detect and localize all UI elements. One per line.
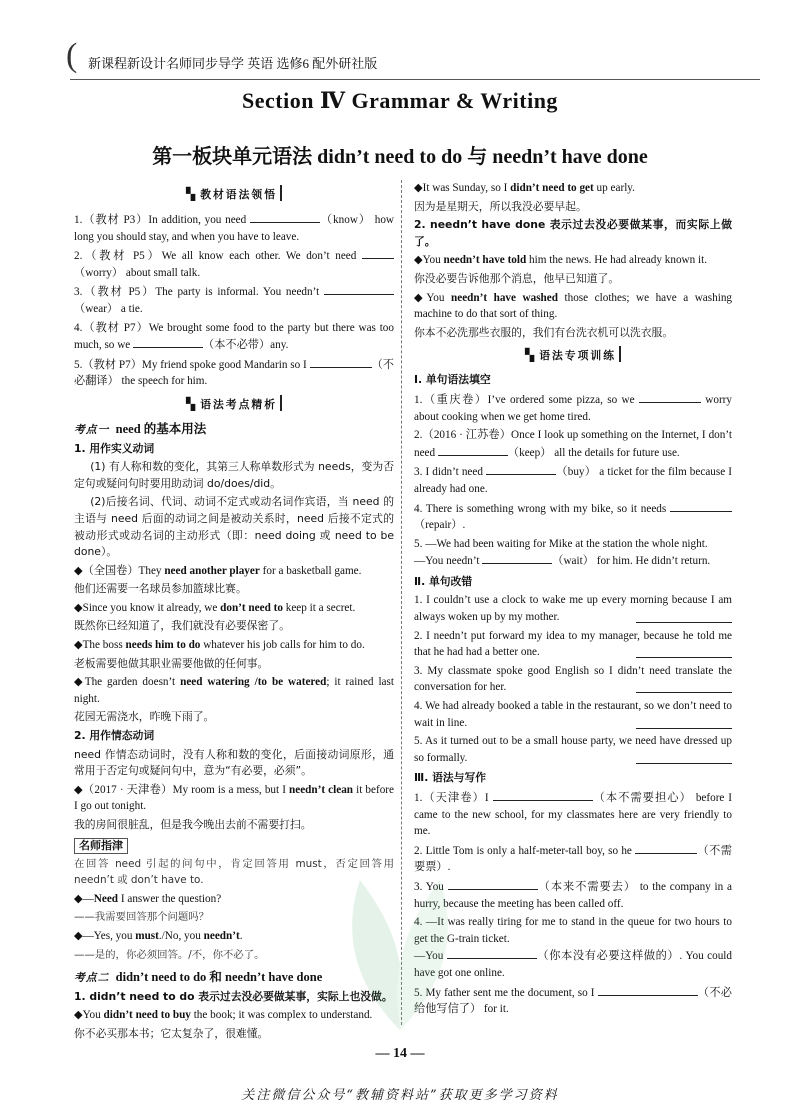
answer-blank[interactable] [486, 463, 556, 475]
example-translation: 他们还需要一名球员参加篮球比赛。 [74, 582, 247, 596]
example-sentence: ◆（全国卷）They need another player for a basketball game. [74, 564, 362, 577]
example-translation: 你不必买那本书；它太复杂了，很难懂。 [74, 1026, 269, 1040]
correction-item: 1. I couldn’t use a clock to wake me up every morning because I am always woken up by my mother. [414, 594, 732, 624]
analysis-heading: ▚ 语法考点精析 [74, 394, 394, 415]
kp1-subtitle-1: 1. 用作实义动词 [74, 441, 155, 455]
practice-heading: ▚ 语法专项训练 [414, 345, 732, 366]
example-translation: 花园无需浇水，昨晚下雨了。 [74, 710, 215, 724]
example-sentence: ◆It was Sunday, so I didn’t need to get up early. [414, 182, 635, 194]
header-bracket-icon: ( [66, 37, 78, 74]
answer-blank[interactable] [448, 878, 538, 890]
answer-line[interactable] [636, 752, 732, 764]
kp2-subtitle-1: 1. didn’t need to do 表示过去没必要做某事，实际上也没做。 [74, 989, 393, 1003]
correction-item: 4. We had already booked a table in the restaurant, so we don’t need to wait in line. [414, 700, 732, 729]
footer-note: 关注微信公众号“教辅资料站”获取更多学习资料 [241, 1088, 559, 1103]
book-mark-icon: ▚ [185, 396, 198, 411]
answer-blank[interactable] [362, 247, 394, 259]
right-column [414, 180, 732, 1020]
header-text: 新课程新设计名师同步导学 英语 选修6 配外研社版 [88, 56, 378, 71]
answer-blank[interactable] [438, 444, 508, 456]
key-point-2-title: 考点二 didn’t need to do 和 needn’t have done [74, 970, 323, 985]
example-translation: 因为是星期天，所以我没必要早起。 [414, 199, 587, 213]
kp1-subtitle-2: 2. 用作情态动词 [74, 729, 155, 743]
example-sentence: ◆You needn’t have washed those clothes; we have a washing machine to do that sort of thing. [414, 291, 733, 321]
textbook-item: 2.（教材 P5）We all know each other. We don’t need （worry） about small talk. [74, 247, 394, 281]
example-sentence: ◆—Yes, you must./No, you needn’t. [74, 929, 243, 942]
textbook-item: 1.（教材 P3）In addition, you need （know） how long you should stay, and when you have to leave. [74, 211, 394, 245]
kp2-subtitle-2: 2. needn’t have done 表示过去没必要做某事，而实际上做了。 [414, 218, 732, 248]
book-mark-icon: ▚ [185, 187, 198, 201]
kp1-paragraph: need 作情态动词时，没有人称和数的变化，后面接动词原形，通常用于否定句或疑问句中，意为“有必要，必须”。 [74, 747, 394, 778]
example-sentence: ◆The garden doesn’t need watering /to be watered; it rained last night. [74, 676, 394, 705]
correction-item: 5. As it turned out to be a small house party, we need have dressed up so formally. [414, 735, 732, 764]
teacher-tip-text: 在回答 need 引起的问句中，肯定回答用 must，否定回答用 needn’t 或 don’t have to. [74, 857, 394, 887]
book-mark-icon: ▚ [524, 348, 537, 363]
kp1-paragraph: (1) 有人称和数的变化，其第三人称单数形式为 needs，变为否定句或疑问句时要用助动词 do/does/did。 [74, 460, 394, 490]
textbook-heading: ▚ 教材语法领悟 [74, 184, 394, 205]
answer-line[interactable] [636, 646, 732, 658]
writing-item: 1.（天津卷）I （本不需要担心） before I came to the new school, for my classmates here are very friendly to me. [414, 789, 732, 840]
answer-blank[interactable] [598, 984, 698, 996]
key-point-1-title: 考点一 need 的基本用法 [74, 421, 207, 436]
example-translation: 我的房间很脏乱，但是我今晚出去前不需要打扫。 [74, 818, 312, 831]
part-1-title: Ⅰ. 单句语法填空 [414, 373, 491, 387]
answer-line[interactable] [636, 681, 732, 693]
textbook-item: 5.（教材 P7）My friend spoke good Mandarin so I （不必翻译） the speech for him. [74, 356, 394, 390]
part-2-title: Ⅱ. 单句改错 [414, 574, 473, 588]
header-rule [70, 79, 760, 80]
exercise-item: 5. —We had been waiting for Mike at the station the whole night. —You needn’t （wait） for him. He didn’t return. [414, 537, 711, 568]
part-3-title: Ⅲ. 语法与写作 [414, 771, 487, 785]
exercise-item: 3. I didn’t need （buy） a ticket for the film because I already had one. [414, 463, 732, 497]
writing-item: 4. —It was really tiring for me to stand in the queue for two hours to get the G-train ticket. —You （你本没有必要这样做的）. You could have got one online. [414, 916, 732, 979]
page-number: — 14 — [375, 1046, 425, 1061]
exercise-item: 2.（2016 · 江苏卷）Once I look up something on the Internet, I don’t need （keep） all the details for future use. [414, 429, 732, 459]
answer-blank[interactable] [310, 356, 372, 368]
answer-blank[interactable] [635, 842, 697, 854]
answer-blank[interactable] [670, 500, 732, 512]
answer-blank[interactable] [639, 391, 701, 403]
example-sentence: ◆You needn’t have told him the news. He had already known it. [414, 254, 708, 267]
example-sentence: ◆—Need I answer the question? [74, 892, 222, 905]
textbook-item: 3.（教材 P5）The party is informal. You needn’t （wear） a tie. [74, 283, 394, 317]
example-sentence: ◆You didn’t need to buy the book; it was complex to understand. [74, 1009, 373, 1022]
example-translation: 老板需要他做其职业需要他做的任何事。 [74, 656, 269, 670]
answer-blank[interactable] [133, 336, 203, 348]
running-header [66, 37, 760, 78]
example-translation: ——是的，你必须回答。/不，你不必了。 [74, 948, 265, 961]
example-sentence: ◆The boss needs him to do whatever his job calls for him to do. [74, 639, 365, 652]
column-divider [401, 180, 402, 1025]
writing-item: 3. You （本来不需要去） to the company in a hurry, because the meeting has been called off. [414, 878, 732, 912]
teacher-tip-label: 名师指津 [74, 838, 128, 854]
example-sentence: ◆Since you know it already, we don’t need to keep it a secret. [74, 601, 356, 614]
module-title: 第一板块单元语法 didn’t need to do 与 needn’t have done [152, 146, 648, 168]
kp1-paragraph: (2)后接名词、代词、动词不定式或动名词作宾语，当 need 的主语与 need 后面的动词之间是被动关系时，need 后接不定式的被动形式或动名词的主动形式（即：need doing 或 need to be done）。 [74, 495, 394, 559]
exercise-item: 4. There is something wrong with my bike, so it needs （repair）. [414, 500, 732, 534]
example-sentence: ◆（2017 · 天津卷）My room is a mess, but I needn’t clean it before I go out tonight. [74, 783, 395, 813]
answer-blank[interactable] [447, 947, 537, 959]
left-column [74, 180, 394, 1045]
exercise-item: 1.（重庆卷）I’ve ordered some pizza, so we worry about cooking when we get home tired. [414, 391, 732, 425]
answer-blank[interactable] [482, 552, 552, 564]
example-translation: 既然你已经知道了，我们就没有必要保密了。 [74, 619, 290, 633]
example-translation: ——我需要回答那个问题吗？ [74, 911, 210, 924]
correction-item: 2. I needn’t put forward my idea to my manager, because he told me that he had had a better one. [414, 629, 732, 659]
answer-blank[interactable] [250, 211, 320, 223]
example-translation: 你没必要告诉他那个消息，他早已知道了。 [414, 271, 620, 285]
answer-blank[interactable] [493, 789, 593, 801]
writing-item: 2. Little Tom is only a half-meter-tall boy, so he （不需要票）. [414, 842, 732, 876]
answer-line[interactable] [636, 611, 732, 623]
writing-item: 5. My father sent me the document, so I （不必给他写信了） for it. [414, 984, 732, 1018]
textbook-item: 4.（教材 P7）We brought some food to the party but there was too much, so we （本不必带）any. [74, 321, 394, 352]
section-title: Section Ⅳ Grammar & Writing [242, 88, 558, 113]
correction-item: 3. My classmate spoke good English so I didn’t need translate the conversation for her. [414, 664, 732, 694]
example-translation: 你本不必洗那些衣服的，我们有台洗衣机可以洗衣服。 [414, 325, 674, 339]
answer-line[interactable] [636, 717, 732, 729]
answer-blank[interactable] [324, 283, 394, 295]
